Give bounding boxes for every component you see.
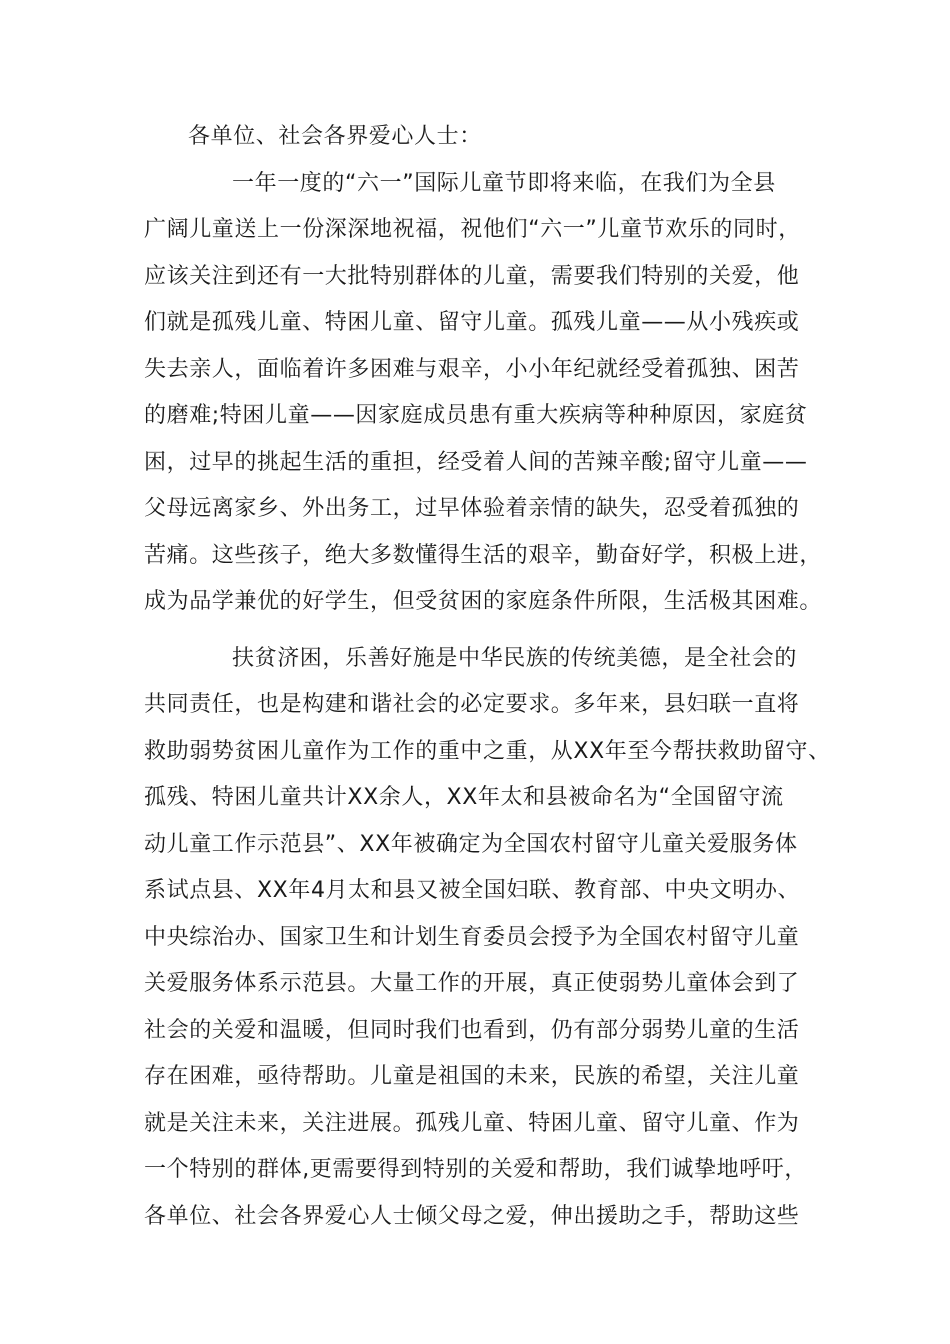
paragraph-gap: [144, 626, 824, 636]
paragraph-line: 苦痛。这些孩子，绝大多数懂得生活的艰辛，勤奋好学，积极上进，: [144, 542, 823, 568]
paragraph-line: 社会的关爱和温暖，但同时我们也看到，仍有部分弱势儿童的生活: [144, 1017, 800, 1043]
paragraph-line: 共同责任，也是构建和谐社会的必定要求。多年来，县妇联一直将: [144, 692, 800, 717]
paragraph-line: 广阔儿童送上一份深深地祝福，祝他们“六一”儿童节欢乐的同时，: [144, 217, 801, 242]
paragraph-line: 一年一度的“六一”国际儿童节即将来临，在我们为全县: [232, 170, 776, 196]
paragraph-line: 孤残、特困儿童共计XX余人，XX年太和县被命名为“全国留守流: [144, 785, 784, 810]
paragraph-line: 扶贫济困，乐善好施是中华民族的传统美德，是全社会的: [232, 645, 798, 671]
paragraph-line: 成为品学兼优的好学生，但受贫困的家庭条件所限，生活极其困难。: [144, 589, 823, 614]
paragraph-line: 系试点县、XX年4月太和县又被全国妇联、教育部、中央文明办、: [144, 878, 801, 903]
paragraph-2: [144, 636, 831, 1241]
paragraph-line: 各单位、社会各界爱心人士倾父母之爱，伸出援助之手，帮助这些: [144, 1203, 800, 1229]
paragraph-line: 应该关注到还有一大批特别群体的儿童，需要我们特别的关爱，他: [144, 263, 800, 289]
paragraph-line: 失去亲人，面临着许多困难与艰辛，小小年纪就经受着孤独、困苦: [144, 356, 800, 382]
paragraph-line: 的磨难;特困儿童——因家庭成员患有重大疾病等种种原因，家庭贫: [144, 403, 808, 428]
paragraph-line: 中央综治办、国家卫生和计划生育委员会授予为全国农村留守儿童: [144, 924, 800, 950]
paragraph-1: [144, 161, 824, 626]
paragraph-line: 困，过早的挑起生活的重担，经受着人间的苦辣辛酸;留守儿童——: [144, 449, 808, 475]
paragraph-line: 救助弱势贫困儿童作为工作的重中之重，从XX年至今帮扶救助留守、: [144, 738, 831, 764]
paragraph-line: 们就是孤残儿童、特困儿童、留守儿童。孤残儿童——从小残疾或: [144, 310, 800, 335]
paragraph-line: 一个特别的群体,更需要得到特别的关爱和帮助，我们诚挚地呼吁，: [144, 1157, 807, 1182]
paragraph-line: 存在困难，亟待帮助。儿童是祖国的未来，民族的希望，关注儿童: [144, 1064, 800, 1089]
paragraph-line: 关爱服务体系示范县。大量工作的开展，真正使弱势儿童体会到了: [144, 971, 800, 996]
paragraph-line: 父母远离家乡、外出务工，过早体验着亲情的缺失，忍受着孤独的: [144, 496, 800, 521]
salutation: 各单位、社会各界爱心人士：: [188, 124, 482, 149]
document-body: [144, 114, 831, 1240]
paragraph-line: 就是关注未来，关注进展。孤残儿童、特困儿童、留守儿童、作为: [144, 1110, 800, 1136]
paragraph-line: 动儿童工作示范县”、XX年被确定为全国农村留守儿童关爱服务体: [144, 831, 798, 857]
